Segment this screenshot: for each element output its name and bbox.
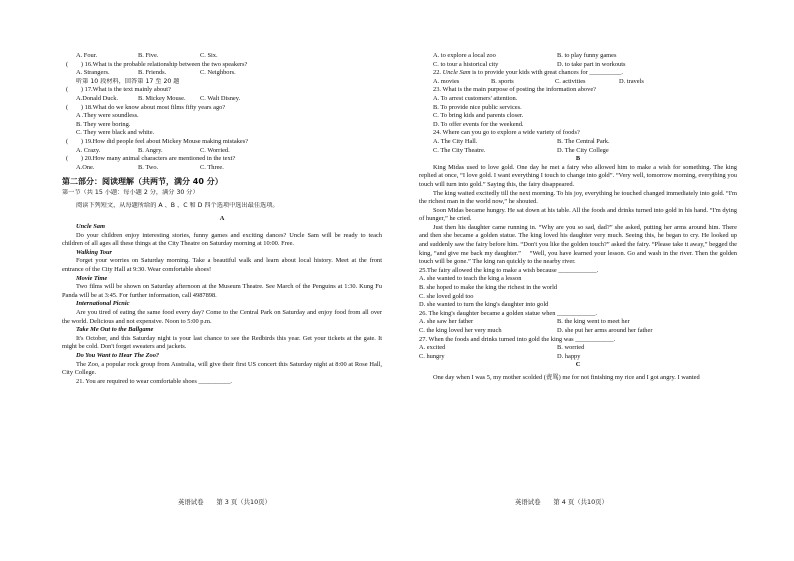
- part-two-title: 第二部分：阅读理解（共两节，满分 40 分）: [62, 177, 223, 187]
- q20-options: [62, 164, 382, 173]
- option: B. The Central Park.: [557, 137, 610, 145]
- page-footer: 英语试卷 第 4 页（共10页）: [515, 498, 608, 506]
- option: B. Friends.: [138, 69, 167, 77]
- q25-option-b: B. she hoped to make the king the richest in the world: [419, 284, 558, 292]
- q23-option-b: B. To provide nice public services.: [433, 103, 522, 111]
- option: A.Donald Duck.: [76, 94, 119, 102]
- passage-b-paragraph-3: Soon Midas became hungry. He sat down at his table. All the foods and drinks turned into gold in his hand. “I'm dying of hunger,” he cried.: [419, 206, 737, 223]
- passage-a-label: A: [219, 214, 225, 222]
- option: C. activities: [555, 77, 586, 85]
- q18-option-a: A .They were soundless.: [76, 112, 139, 120]
- option: C. Three.: [200, 163, 224, 171]
- option: B. Five.: [138, 52, 159, 59]
- movie-time-text: Two films will be shown on Saturday afternoon at the Museum Theatre. See March of the Penguins at 1:30. Kung Fu Panda will be at 3:45. For further information, call 4987898.: [62, 283, 382, 299]
- question-19: ( ) 19.How did people feel about Mickey Mouse making mistakes?: [66, 137, 249, 145]
- zoo-text: The Zoo, a popular rock group from Australia, will give their first US concert this Saturday night at 8:00 at Rose Hall, City College.: [62, 360, 382, 377]
- option: C. Walt Disney.: [200, 94, 241, 102]
- q24-options-row1: [419, 138, 737, 147]
- question-24: 24. Where can you go to explore a wide variety of foods?: [433, 129, 580, 137]
- option: D. travels: [619, 77, 644, 85]
- right-column: [419, 52, 737, 383]
- passage-c-label: C: [575, 361, 581, 369]
- passage-b-paragraph-4: Just then his daughter came running in. “Why are you so sad, dad?” she asked, putting her arms around him. There and then she became a golden statue. The king loved his daughter very much. Seeing this, he began to cry. He looked up and suddenly saw the fairy before him. “Don't you like the golden touch?” asked the fairy. “Please take it away,” begged the king, “and give me back my daughter.” “Well, you have learned your lesson. Go and wash in the river. Then the golden touch will be gone.” The king ran quickly to the nearby river.: [419, 223, 737, 266]
- q24-options-row2: [419, 147, 737, 156]
- question-25: 25.The fairy allowed the king to make a wish because ____________.: [419, 266, 599, 274]
- q16-options: [62, 69, 382, 78]
- question-20: ( ) 20.How many animal characters are mentioned in the text?: [66, 155, 236, 163]
- option: D. happy: [557, 352, 581, 360]
- q22-rest: is to provide your kids with great chances for __________.: [470, 69, 623, 77]
- listening-instruction: 听第 10 段材料，回答第 17 至 20 题: [76, 77, 180, 85]
- question-27: 27. When the foods and drinks turned into gold the king was ____________.: [419, 335, 616, 343]
- option: C. hungry: [419, 352, 445, 360]
- option: A. Four.: [76, 52, 98, 59]
- movie-time-title: Movie Time: [76, 274, 108, 282]
- passage-b-paragraph-2: The king waited excitedly till the next morning. To his joy, everything he touched changed immediately into gold. “I'm the richest man in the world now,” he shouted.: [419, 189, 737, 206]
- question-16: ( ) 16.What is the probable relationship between the two speakers?: [66, 60, 248, 68]
- uncle-sam-text: Do your children enjoy interesting stories, funny games and exciting dances? Uncle Sam will be ready to teach children of all ages all these things at the City Theatre on Saturday morning at 10:00. Free.: [62, 231, 382, 248]
- picnic-title: International Picnic: [76, 300, 130, 308]
- reading-instructions: 阅读下列短文，从每题所给的 A 、B 、C 和 D 四个选项中选出最佳选项。: [76, 201, 279, 209]
- page-footer: 英语试卷 第 3 页（共10页）: [178, 498, 271, 506]
- option: A. The City Hall.: [433, 137, 478, 145]
- right-page: [397, 0, 794, 561]
- passage-b-label: B: [575, 155, 581, 163]
- option: A. movies: [433, 77, 460, 85]
- ballgame-title: Take Me Out to the Ballgame: [76, 326, 154, 334]
- q25-option-c: C. she loved gold too: [419, 292, 474, 300]
- option: C. to tour a historical city: [433, 60, 499, 68]
- option: A.One.: [76, 163, 95, 171]
- q22-options: [419, 78, 737, 87]
- option: C. The City Theatre.: [433, 146, 486, 154]
- section-one-heading: 第一节（共 15 小题：每小题 2 分，满分 30 分）: [62, 189, 199, 197]
- q27-options-row1: [419, 344, 737, 353]
- q26-options-row1: [419, 318, 737, 327]
- question-17: ( ) 17.What is the text mainly about?: [66, 86, 171, 94]
- option: B. to play funny games: [557, 52, 617, 59]
- q22-italic: Uncle Sam: [442, 69, 471, 77]
- q23-option-c: C. To bring kids and parents closer.: [433, 112, 524, 120]
- picnic-text: Are you tired of eating the same food every day? Come to the Central Park on Saturday and enjoy food from all over the world. Delicious and not expensive. Noon to 5:00 p.m.: [62, 309, 382, 325]
- option: A. she saw her father: [419, 318, 474, 326]
- option: B. worried: [557, 344, 585, 352]
- ballgame-text: It's October, and this Saturday night is your last chance to see the Redbirds this year. Get your tickets at the gate. It might be cold. Don't forget sweaters and jackets.: [62, 334, 382, 351]
- passage-b-paragraph-1: King Midas used to love gold. One day he met a fairy who allowed him to make a wish for something. The king replied at once, “I love gold. I want everything I touch to change into gold”. “Very well, tomorrow morning, everything you touch will turn into gold.” Saying this, the fairy disappeared.: [419, 163, 737, 188]
- q25-option-d: D. she wanted to turn the king's daughter into gold: [419, 301, 549, 309]
- option: B. Angry.: [138, 146, 163, 154]
- q19-options: [62, 147, 382, 156]
- uncle-sam-title: Uncle Sam: [76, 223, 105, 231]
- question-26: 26. The king's daughter became a golden statue when ____________.: [419, 309, 597, 317]
- option: A. to explore a local zoo: [433, 52, 496, 59]
- left-column: [62, 52, 382, 386]
- option: B. Two.: [138, 163, 159, 171]
- option: B. the king went to meet her: [557, 318, 630, 326]
- q15-options: [62, 52, 382, 61]
- q18-option-b: B. They were boring.: [76, 120, 131, 128]
- q21-options-row1: [419, 52, 737, 61]
- q22-number: 22.: [433, 69, 443, 77]
- question-22: [419, 69, 737, 78]
- option: C. Worried.: [200, 146, 230, 154]
- q23-option-d: D. To offer events for the weekend.: [433, 120, 524, 128]
- walking-tour-title: Walking Tour: [76, 248, 113, 256]
- option: C. the king loved her very much: [419, 327, 502, 334]
- option: A. Crazy.: [76, 146, 101, 154]
- option: C. Six.: [200, 52, 218, 59]
- option: A. Strangers.: [76, 69, 110, 77]
- q25-option-a: A. she wanted to teach the king a lesson: [419, 275, 522, 283]
- q26-options-row2: [419, 327, 737, 336]
- question-18: ( ) 18.What do we know about most films fifty years ago?: [66, 103, 226, 111]
- option: B. Mickey Mouse.: [138, 94, 186, 102]
- q21-options-row2: [419, 61, 737, 70]
- option: D. The City College: [557, 146, 609, 154]
- question-23: 23. What is the main purpose of posting the information above?: [433, 86, 596, 94]
- q23-option-a: A. To arrest customers' attention.: [433, 94, 518, 102]
- q27-options-row2: [419, 353, 737, 362]
- q17-options: [62, 95, 382, 104]
- q18-option-c: C. They were black and white.: [76, 129, 155, 137]
- walking-tour-text: Forget your worries on Saturday morning. Take a beautiful walk and learn about local history. Meet at the front entrance of the City Hall at 9:30. Wear comfortable shoes!: [62, 257, 382, 274]
- option: B. sports: [491, 77, 514, 85]
- option: D. to take part in workouts: [557, 60, 626, 68]
- option: A. excited: [419, 344, 446, 352]
- option: D. she put her arms around her father: [557, 327, 653, 334]
- option: C. Neighbors.: [200, 69, 236, 77]
- passage-c-paragraph-1: One day when I was 5, my mother scolded (责骂) me for not finishing my rice and I got angry. I wanted: [433, 373, 700, 381]
- question-21: 21. You are required to wear comfortable shoes __________.: [76, 377, 233, 385]
- zoo-title: Do You Want to Hear The Zoo?: [76, 352, 160, 359]
